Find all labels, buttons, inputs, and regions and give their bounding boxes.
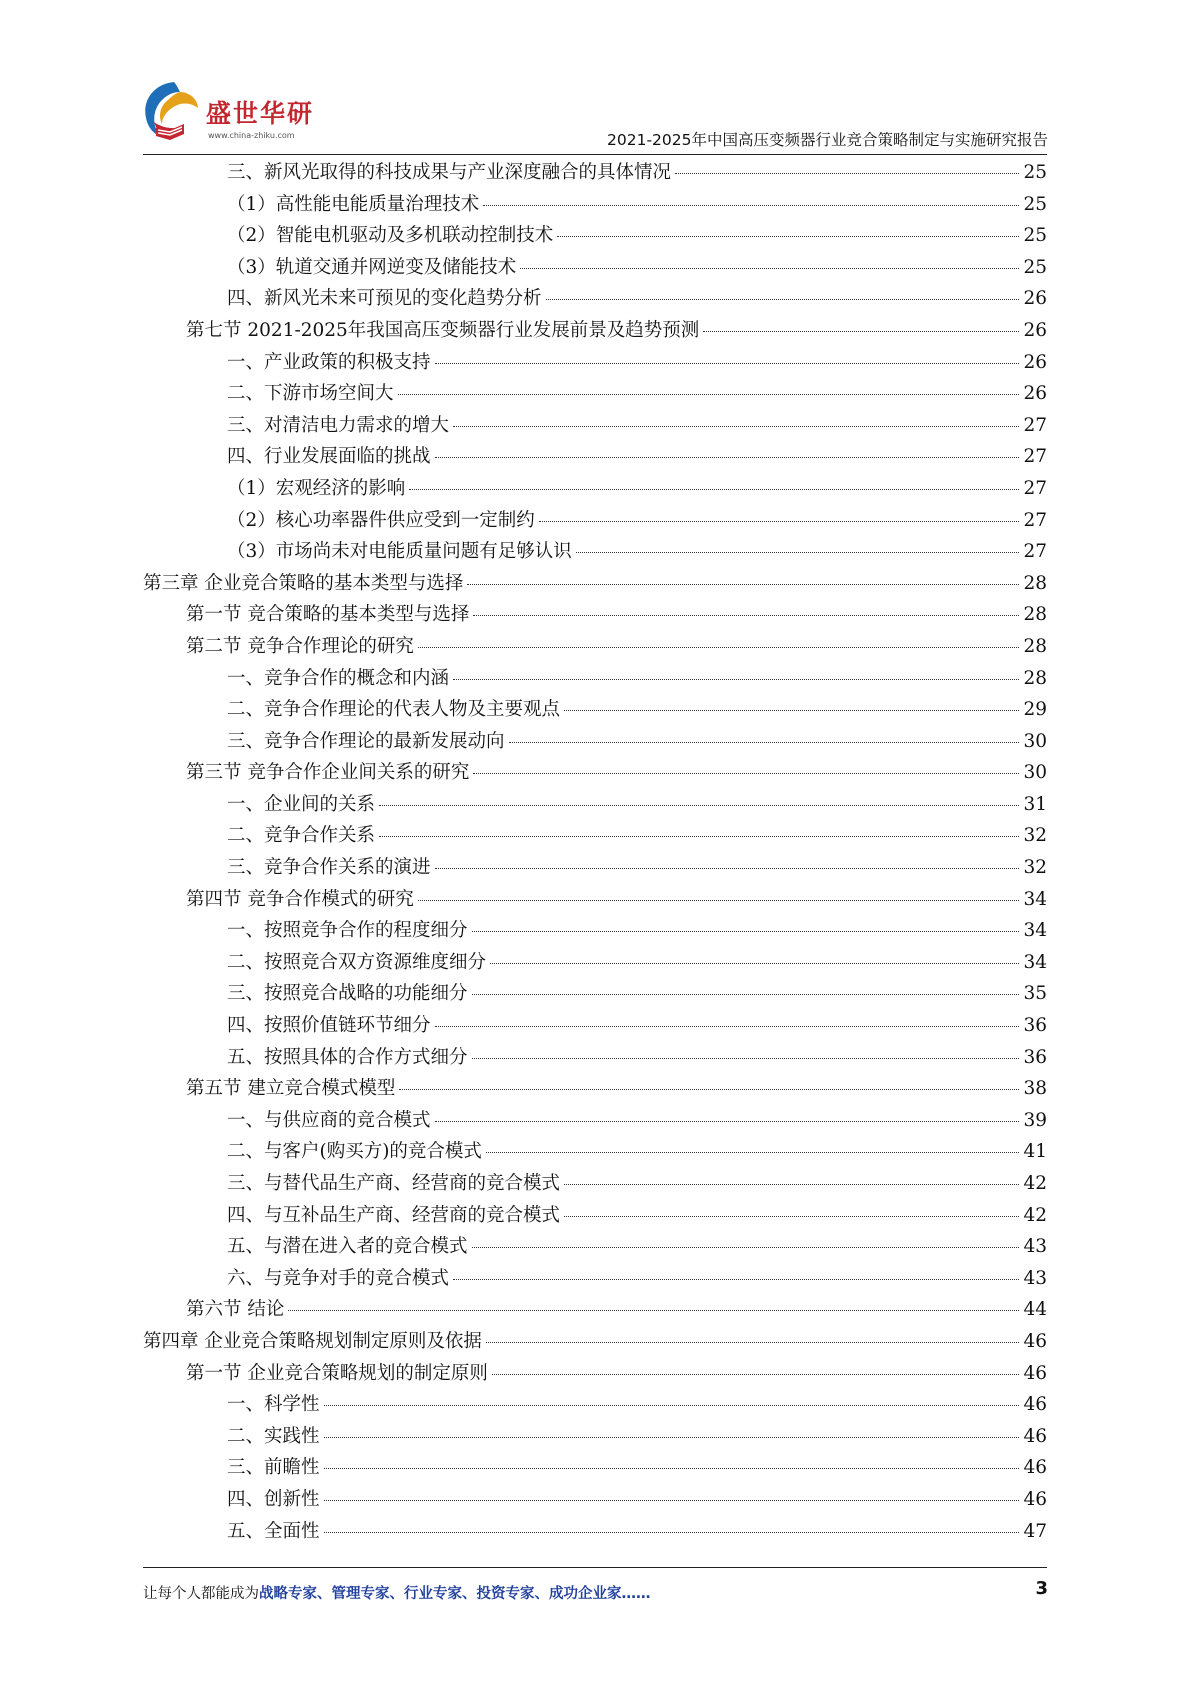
toc-entry[interactable] — [143, 411, 1047, 443]
toc-entry-page: 27 — [1023, 446, 1047, 468]
toc-entry-page: 47 — [1023, 1520, 1047, 1542]
toc-entry-title: 第一节 企业竞合策略规划的制定原则 — [186, 1362, 488, 1384]
toc-entry-title: 三、前瞻性 — [227, 1457, 320, 1479]
toc-dot-leader — [467, 584, 1019, 585]
toc-dot-leader — [473, 615, 1019, 616]
toc-entry-page: 26 — [1023, 288, 1047, 310]
toc-dot-leader — [453, 679, 1019, 680]
toc-dot-leader — [473, 773, 1019, 774]
toc-dot-leader — [564, 710, 1019, 711]
toc-entry[interactable] — [143, 885, 1047, 917]
toc-entry-page: 28 — [1023, 604, 1047, 626]
toc-entry[interactable] — [143, 158, 1047, 190]
toc-dot-leader — [509, 742, 1020, 743]
toc-dot-leader — [490, 963, 1019, 964]
toc-entry-page: 27 — [1023, 414, 1047, 436]
toc-entry-page: 46 — [1023, 1330, 1047, 1352]
toc-entry-title: 一、产业政策的积极支持 — [227, 351, 431, 373]
toc-entry-page: 29 — [1023, 699, 1047, 721]
toc-dot-leader — [288, 1310, 1019, 1311]
toc-entry-page: 41 — [1023, 1141, 1047, 1163]
toc-dot-leader — [435, 868, 1020, 869]
slogan-prefix: 让每个人都能成为 — [143, 1586, 259, 1602]
toc-entry-title: 二、竞争合作关系 — [227, 825, 376, 847]
toc-dot-leader — [379, 836, 1019, 837]
toc-entry-page: 36 — [1023, 1015, 1047, 1037]
toc-entry-page: 27 — [1023, 509, 1047, 531]
toc-entry-title: 二、下游市场空间大 — [227, 383, 394, 405]
toc-entry[interactable] — [143, 600, 1047, 632]
toc-entry[interactable] — [143, 348, 1047, 380]
toc-dot-leader — [435, 457, 1020, 458]
toc-entry-title: 第二节 竞争合作理论的研究 — [186, 635, 414, 657]
toc-dot-leader — [453, 426, 1019, 427]
toc-dot-leader — [324, 1500, 1020, 1501]
toc-entry-title: 六、与竞争对手的竞合模式 — [227, 1267, 450, 1289]
toc-entry[interactable] — [143, 190, 1047, 222]
toc-dot-leader — [483, 205, 1019, 206]
toc-dot-leader — [398, 394, 1020, 395]
toc-entry-title: （3）轨道交通并网逆变及储能技术 — [227, 256, 517, 278]
toc-entry-title: 二、竞争合作理论的代表人物及主要观点 — [227, 699, 561, 721]
toc-dot-leader — [409, 489, 1019, 490]
toc-entry[interactable] — [143, 1390, 1047, 1422]
toc-entry[interactable] — [143, 1327, 1047, 1359]
footer-divider — [143, 1567, 1047, 1568]
toc-entry-title: （3）市场尚未对电能质量问题有足够认识 — [227, 541, 572, 563]
toc-entry-page: 43 — [1023, 1236, 1047, 1258]
toc-dot-leader — [703, 331, 1019, 332]
toc-entry-title: （2）智能电机驱动及多机联动控制技术 — [227, 225, 554, 247]
toc-entry-title: 三、与替代品生产商、经营商的竞合模式 — [227, 1173, 561, 1194]
toc-entry-page: 25 — [1023, 193, 1047, 215]
report-title: 2021-2025年中国高压变频器行业竞合策略制定与实施研究报告 — [607, 131, 1048, 149]
toc-entry[interactable] — [143, 727, 1047, 759]
toc-entry-title: 四、按照价值链环节细分 — [227, 1015, 431, 1037]
toc-entry[interactable] — [143, 379, 1047, 411]
toc-dot-leader — [324, 1437, 1020, 1438]
toc-entry-title: 第七节 2021-2025年我国高压变频器行业发展前景及趋势预测 — [186, 319, 700, 341]
toc-entry[interactable] — [143, 316, 1047, 348]
toc-entry[interactable] — [143, 506, 1047, 538]
toc-dot-leader — [472, 1058, 1020, 1059]
toc-entry-title: （1）宏观经济的影响 — [227, 477, 406, 499]
toc-entry-title: 一、科学性 — [227, 1394, 320, 1416]
toc-dot-leader — [576, 552, 1020, 553]
toc-entry[interactable] — [143, 979, 1047, 1011]
toc-entry[interactable] — [143, 284, 1047, 316]
toc-entry-title: （1）高性能电能质量治理技术 — [227, 193, 480, 215]
toc-entry[interactable] — [143, 537, 1047, 569]
toc-entry[interactable] — [143, 1169, 1047, 1201]
toc-entry[interactable] — [143, 664, 1047, 696]
toc-dot-leader — [472, 1247, 1020, 1248]
toc-entry-page: 26 — [1023, 319, 1047, 341]
toc-dot-leader — [564, 1216, 1019, 1217]
toc-dot-leader — [564, 1184, 1019, 1185]
toc-entry-title: 第三章 企业竞合策略的基本类型与选择 — [143, 572, 464, 594]
toc-entry-page: 46 — [1023, 1362, 1047, 1384]
page-number: 3 — [1035, 1578, 1048, 1599]
toc-entry[interactable] — [143, 1043, 1047, 1075]
toc-entry-page: 39 — [1023, 1109, 1047, 1131]
toc-entry[interactable] — [143, 916, 1047, 948]
toc-dot-leader — [399, 1089, 1019, 1090]
toc-entry[interactable] — [143, 632, 1047, 664]
toc-dot-leader — [675, 173, 1019, 174]
toc-dot-leader — [486, 1342, 1020, 1343]
toc-entry[interactable] — [143, 1201, 1047, 1233]
toc-entry-title: 第四节 竞争合作模式的研究 — [186, 888, 414, 910]
toc-entry-page: 25 — [1023, 225, 1047, 247]
toc-dot-leader — [486, 1152, 1020, 1153]
toc-entry-title: 二、与客户(购买方)的竞合模式 — [227, 1141, 482, 1163]
company-logo — [140, 78, 325, 150]
toc-entry-title: 四、行业发展面临的挑战 — [227, 446, 431, 468]
toc-entry-title: 一、竞争合作的概念和内涵 — [227, 667, 450, 689]
toc-entry-page: 46 — [1023, 1394, 1047, 1416]
toc-entry-page: 26 — [1023, 351, 1047, 373]
footer-slogan — [143, 1582, 651, 1603]
toc-entry[interactable] — [143, 1011, 1047, 1043]
toc-entry[interactable] — [143, 442, 1047, 474]
toc-entry[interactable] — [143, 1295, 1047, 1327]
toc-entry-page: 32 — [1023, 825, 1047, 847]
toc-entry-page: 43 — [1023, 1267, 1047, 1289]
toc-dot-leader — [546, 299, 1020, 300]
toc-dot-leader — [418, 900, 1020, 901]
toc-entry-page: 25 — [1023, 256, 1047, 278]
toc-entry-title: 第六节 结论 — [186, 1299, 285, 1321]
toc-entry[interactable] — [143, 821, 1047, 853]
toc-entry-page: 42 — [1023, 1204, 1047, 1226]
toc-entry[interactable] — [143, 474, 1047, 506]
toc-dot-leader — [453, 1279, 1019, 1280]
toc-entry[interactable] — [143, 790, 1047, 822]
toc-entry[interactable] — [143, 569, 1047, 601]
toc-entry-page: 42 — [1023, 1173, 1047, 1194]
toc-entry-title: 二、实践性 — [227, 1425, 320, 1447]
toc-entry-page: 46 — [1023, 1425, 1047, 1447]
toc-entry[interactable] — [143, 1359, 1047, 1391]
toc-dot-leader — [520, 268, 1019, 269]
toc-entry-page: 34 — [1023, 920, 1047, 942]
toc-entry[interactable] — [143, 948, 1047, 980]
toc-entry-title: 第三节 竞争合作企业间关系的研究 — [186, 762, 470, 784]
toc-dot-leader — [435, 363, 1020, 364]
toc-entry-page: 25 — [1023, 162, 1047, 183]
toc-entry[interactable] — [143, 1453, 1047, 1485]
toc-entry[interactable] — [143, 1106, 1047, 1138]
toc-entry-page: 46 — [1023, 1488, 1047, 1510]
toc-entry[interactable] — [143, 758, 1047, 790]
toc-entry-title: 四、创新性 — [227, 1488, 320, 1510]
toc-entry[interactable] — [143, 1485, 1047, 1517]
toc-entry-page: 44 — [1023, 1299, 1047, 1321]
toc-entry-title: 五、与潜在进入者的竞合模式 — [227, 1236, 468, 1258]
toc-entry-title: 三、对清洁电力需求的增大 — [227, 414, 450, 436]
toc-entry-page: 31 — [1023, 793, 1047, 815]
header-divider — [143, 154, 1047, 155]
logo-emblem-icon — [140, 78, 204, 144]
toc-dot-leader — [557, 236, 1019, 237]
toc-dot-leader — [435, 1121, 1020, 1122]
toc-entry-title: 五、全面性 — [227, 1520, 320, 1542]
logo-url: www.china-zhiku.com — [208, 131, 295, 140]
toc-dot-leader — [435, 1026, 1020, 1027]
toc-entry-title: 第一节 竞合策略的基本类型与选择 — [186, 604, 470, 626]
toc-entry[interactable] — [143, 221, 1047, 253]
toc-entry-title: 三、竞争合作关系的演进 — [227, 857, 431, 879]
toc-entry[interactable] — [143, 1517, 1047, 1549]
toc-entry[interactable] — [143, 1137, 1047, 1169]
toc-entry-title: 二、按照竞合双方资源维度细分 — [227, 951, 487, 973]
toc-entry-page: 36 — [1023, 1046, 1047, 1068]
page-header — [0, 0, 1191, 160]
toc-entry-page: 46 — [1023, 1457, 1047, 1479]
toc-entry[interactable] — [143, 695, 1047, 727]
toc-entry-page: 27 — [1023, 477, 1047, 499]
toc-entry-title: 第四章 企业竞合策略规划制定原则及依据 — [143, 1330, 482, 1352]
toc-entry-title: 五、按照具体的合作方式细分 — [227, 1046, 468, 1068]
toc-entry-title: 三、竞争合作理论的最新发展动向 — [227, 730, 505, 752]
toc-entry-page: 38 — [1023, 1078, 1047, 1100]
toc-dot-leader — [418, 647, 1020, 648]
toc-dot-leader — [324, 1532, 1020, 1533]
toc-entry-title: （2）核心功率器件供应受到一定制约 — [227, 509, 535, 531]
toc-entry-page: 34 — [1023, 951, 1047, 973]
toc-entry-title: 一、与供应商的竞合模式 — [227, 1109, 431, 1131]
toc-entry[interactable] — [143, 853, 1047, 885]
toc-entry-title: 三、新风光取得的科技成果与产业深度融合的具体情况 — [227, 162, 672, 183]
toc-entry[interactable] — [143, 1232, 1047, 1264]
toc-entry-page: 27 — [1023, 541, 1047, 563]
toc-dot-leader — [324, 1468, 1020, 1469]
slogan-highlight: 战略专家、管理专家、行业专家、投资专家、成功企业家…… — [259, 1586, 651, 1602]
toc-dot-leader — [472, 994, 1020, 995]
toc-entry-page: 30 — [1023, 762, 1047, 784]
toc-entry-page: 30 — [1023, 730, 1047, 752]
toc-entry-title: 一、按照竞争合作的程度细分 — [227, 920, 468, 942]
toc-entry-title: 一、企业间的关系 — [227, 793, 376, 815]
toc-entry-page: 35 — [1023, 983, 1047, 1005]
toc-entry-title: 三、按照竞合战略的功能细分 — [227, 983, 468, 1005]
toc-entry-page: 34 — [1023, 888, 1047, 910]
toc-entry-page: 26 — [1023, 383, 1047, 405]
logo-name: 盛世华研 — [206, 99, 315, 128]
toc-entry-page: 28 — [1023, 572, 1047, 594]
toc-dot-leader — [492, 1374, 1020, 1375]
toc-entry[interactable] — [143, 1422, 1047, 1454]
toc-entry[interactable] — [143, 1264, 1047, 1296]
toc-entry-title: 第五节 建立竞合模式模型 — [186, 1078, 396, 1100]
table-of-contents — [143, 158, 1047, 1548]
toc-dot-leader — [324, 1405, 1020, 1406]
toc-entry[interactable] — [143, 253, 1047, 285]
toc-dot-leader — [379, 805, 1019, 806]
toc-entry-title: 四、新风光未来可预见的变化趋势分析 — [227, 288, 542, 310]
toc-entry-page: 32 — [1023, 857, 1047, 879]
toc-dot-leader — [539, 521, 1020, 522]
toc-entry-page: 28 — [1023, 667, 1047, 689]
toc-entry-page: 28 — [1023, 635, 1047, 657]
toc-entry-title: 四、与互补品生产商、经营商的竞合模式 — [227, 1204, 561, 1226]
toc-dot-leader — [472, 931, 1020, 932]
toc-entry[interactable] — [143, 1074, 1047, 1106]
